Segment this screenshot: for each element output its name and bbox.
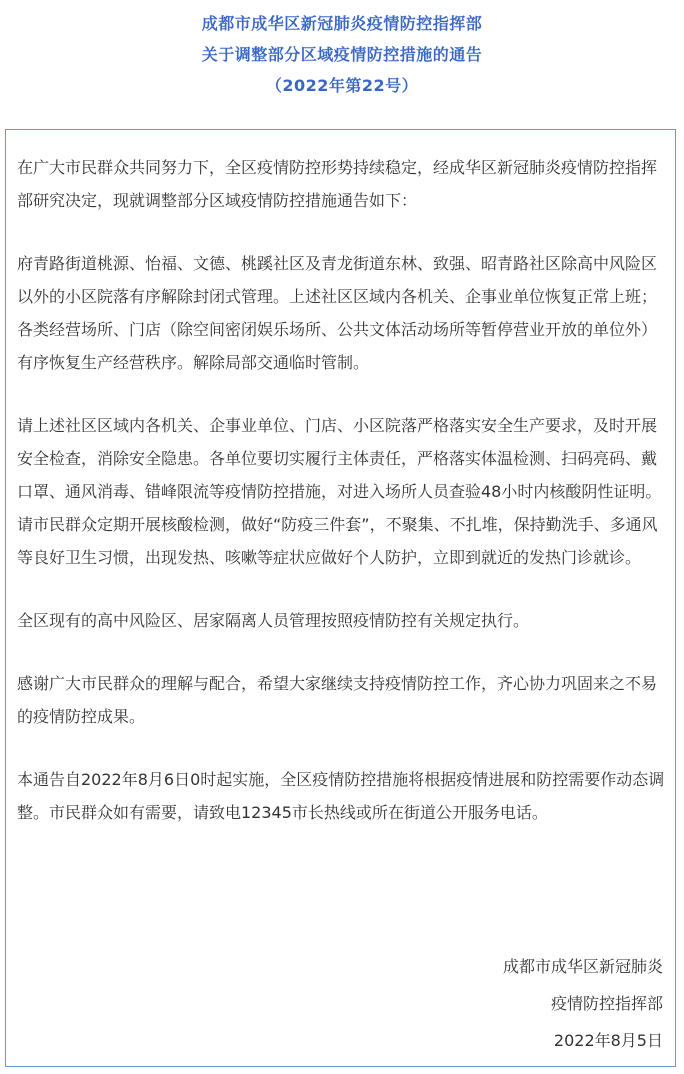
- body-paragraph-thanks: 感谢广大市民群众的理解与配合，希望大家继续支持疫情防控工作，齐心协力巩固来之不易的疫情防控成果。: [17, 674, 658, 726]
- notice-header: [0, 8, 684, 101]
- body-paragraph-lift-lockdown: 府青路街道桃源、怡福、文德、桃蹊社区及青龙街道东林、致强、昭青路社区除高中风险区以外的小区院落有序解除封闭式管理。上述社区区域内各机关、企事业单位恢复正常上班；各类经营场所、门店（除空间密闭娱乐场所、公共文体活动场所等暂停营业开放的单位外）有序恢复生产经营秩序。解除局部交通临时管制。: [17, 254, 658, 372]
- signature-block: [503, 948, 663, 1059]
- signature-issuer-line-1: 成都市成华区新冠肺炎: [502, 957, 663, 976]
- notice-body: [17, 151, 666, 859]
- notice-title-line-1: 成都市成华区新冠肺炎疫情防控指挥部: [201, 14, 483, 33]
- signature-issuer-line-2: 疫情防控指挥部: [550, 994, 663, 1013]
- signature-date: 2022年8月5日: [553, 1031, 663, 1050]
- body-paragraph-effective-date: 本通告自2022年8月6日0时起实施，全区疫情防控措施将根据疫情进展和防控需要作动态调整。市民群众如有需要，请致电12345市长热线或所在街道公开服务电话。: [17, 770, 665, 822]
- notice-title-line-2: 关于调整部分区域疫情防控措施的通告: [201, 45, 483, 64]
- notice-doc-number: （2022年第22号）: [265, 76, 419, 95]
- body-paragraph-safety-requirements: 请上述社区区域内各机关、企事业单位、门店、小区院落严格落实安全生产要求，及时开展安全检查，消除安全隐患。各单位要切实履行主体责任，严格落实体温检测、扫码亮码、戴口罩、通风消毒、错峰限流等疫情防控措施，对进入场所人员查验48小时内核酸阴性证明。请市民群众定期开展核酸检测，做好“防疫三件套”，不聚集、不扎堆，保持勤洗手、多通风等良好卫生习惯，出现发热、咳嗽等症状应做好个人防护，立即到就近的发热门诊就诊。: [17, 416, 662, 567]
- body-paragraph-intro: 在广大市民群众共同努力下，全区疫情防控形势持续稳定，经成华区新冠肺炎疫情防控指挥部研究决定，现就调整部分区域疫情防控措施通告如下：: [17, 158, 658, 210]
- body-paragraph-risk-areas: 全区现有的高中风险区、居家隔离人员管理按照疫情防控有关规定执行。: [17, 611, 530, 630]
